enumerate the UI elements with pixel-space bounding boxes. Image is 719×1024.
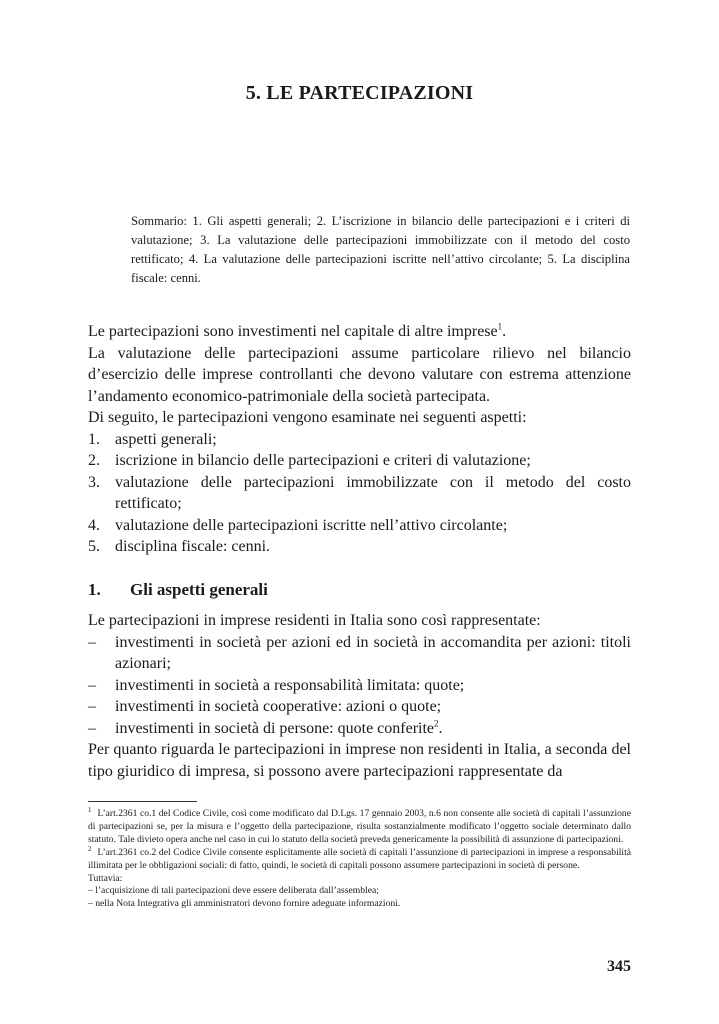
dash-list-text: investimenti in società di persone: quote conferite [115, 719, 435, 737]
list-number: 2. [88, 452, 100, 469]
intro-paragraph-2: La valutazione delle partecipazioni assume particolare rilievo nel bilancio d’esercizio delle imprese controllanti che devono valutare con estrema attenzione l’andamento economico-patrimoniale della società partecipata. [88, 344, 631, 405]
section-1-body [88, 610, 631, 782]
list-text: aspetti generali; [115, 430, 217, 448]
intro-paragraph-1-end: . [502, 323, 507, 340]
footnote-divider [88, 801, 197, 802]
chapter-summary: Sommario: 1. Gli aspetti generali; 2. L’iscrizione in bilancio delle partecipazioni e i criteri di valutazione; 3. La valutazione delle partecipazioni immobilizzate con il metodo del costo rettificato; 4. La valutazione delle partecipazioni iscritte nell’attivo circolante; 5. La disciplina fiscale: cenni. [131, 214, 630, 285]
dash-list-text: investimenti in società a responsabilità limitata: quote; [115, 676, 465, 694]
section-1-paragraph-2: Per quanto riguarda le partecipazioni in imprese non residenti in Italia, a seconda del tipo giuridico di impresa, si possono avere partecipazioni rappresentate da [88, 741, 631, 780]
footnote-text: L’art.2361 co.1 del Codice Civile, così come modificato dal D.Lgs. 17 gennaio 2003, n.6 non consente alle società di capitali l’assunzione di partecipazioni se, per la misura e l’oggetto della partecipazione, risulta sostanzialmente modificato l’oggetto sociale determinato dallo statuto. Tale divieto opera anche nel caso in cui lo statuto della società preveda genericamente la possibilità di assunzione di partecipazioni. [88, 808, 631, 845]
footnote-number: 2 [88, 844, 92, 853]
intro-block [88, 321, 631, 558]
dash-list-item [88, 718, 631, 740]
list-item [88, 450, 631, 472]
intro-paragraph-1-text: Le partecipazioni sono investimenti nel capitale di altre imprese [88, 323, 498, 340]
list-text: valutazione delle partecipazioni immobilizzate con il metodo del costo rettificato; [115, 473, 631, 512]
list-item [88, 515, 631, 537]
footnote-number: 1 [88, 805, 92, 814]
list-number: 5. [88, 538, 100, 555]
section-number: 1. [88, 580, 101, 599]
dash-list-item [88, 696, 631, 718]
list-item [88, 536, 631, 558]
footnote-2-item: – l’acquisizione di tali partecipazioni deve essere deliberata dall’assemblea; [88, 885, 379, 897]
page-number: 345 [607, 958, 631, 975]
dash-list-text: investimenti in società cooperative: azioni o quote; [115, 698, 442, 715]
list-number: 4. [88, 516, 100, 534]
dash-list-end: . [438, 719, 443, 737]
list-text: valutazione delle partecipazioni iscritte nell’attivo circolante; [115, 516, 508, 534]
dash-marker: – [88, 719, 96, 737]
list-text: iscrizione in bilancio delle partecipazioni e criteri di valutazione; [115, 452, 531, 469]
dash-marker: – [88, 698, 96, 715]
list-number: 1. [88, 430, 100, 448]
footnote-text: L’art.2361 co.2 del Codice Civile consente esplicitamente alle società di capitali l’assunzione di partecipazioni in imprese a responsabilità illimitata per le obbligazioni sociali: di fatto, quindi, le società di capitali possono assumere partecipazioni in società di persone. [88, 846, 631, 871]
footnote-ref-1[interactable]: 1 [497, 321, 503, 332]
footnote-1 [88, 805, 631, 847]
list-text: disciplina fiscale: cenni. [115, 538, 271, 555]
footnote-2-continuation: Tuttavia: [88, 872, 123, 884]
dash-marker: – [88, 633, 96, 651]
intro-paragraph-3: Di seguito, le partecipazioni vengono esaminate nei seguenti aspetti: [88, 409, 527, 426]
dash-list-item [88, 675, 631, 697]
footnote-ref-2[interactable]: 2 [434, 718, 439, 729]
footnote-2 [88, 844, 631, 873]
dash-list-text: investimenti in società per azioni ed in società in accomandita per azioni: titoli azionari; [115, 633, 631, 672]
footnotes [88, 805, 631, 911]
list-item [88, 429, 631, 451]
intro-paragraph-1 [88, 321, 631, 343]
dash-marker: – [88, 676, 96, 694]
dash-list-item [88, 632, 631, 675]
list-number: 3. [88, 473, 100, 491]
section-title: Gli aspetti generali [130, 580, 268, 599]
list-item [88, 472, 631, 515]
section-1-paragraph-1: Le partecipazioni in imprese residenti in Italia sono così rappresentate: [88, 612, 541, 629]
chapter-title: 5. LE PARTECIPAZIONI [245, 82, 474, 104]
section-heading [88, 580, 268, 600]
footnote-2-item: – nella Nota Integrativa gli amministratori devono fornire adeguate informazioni. [88, 898, 401, 910]
